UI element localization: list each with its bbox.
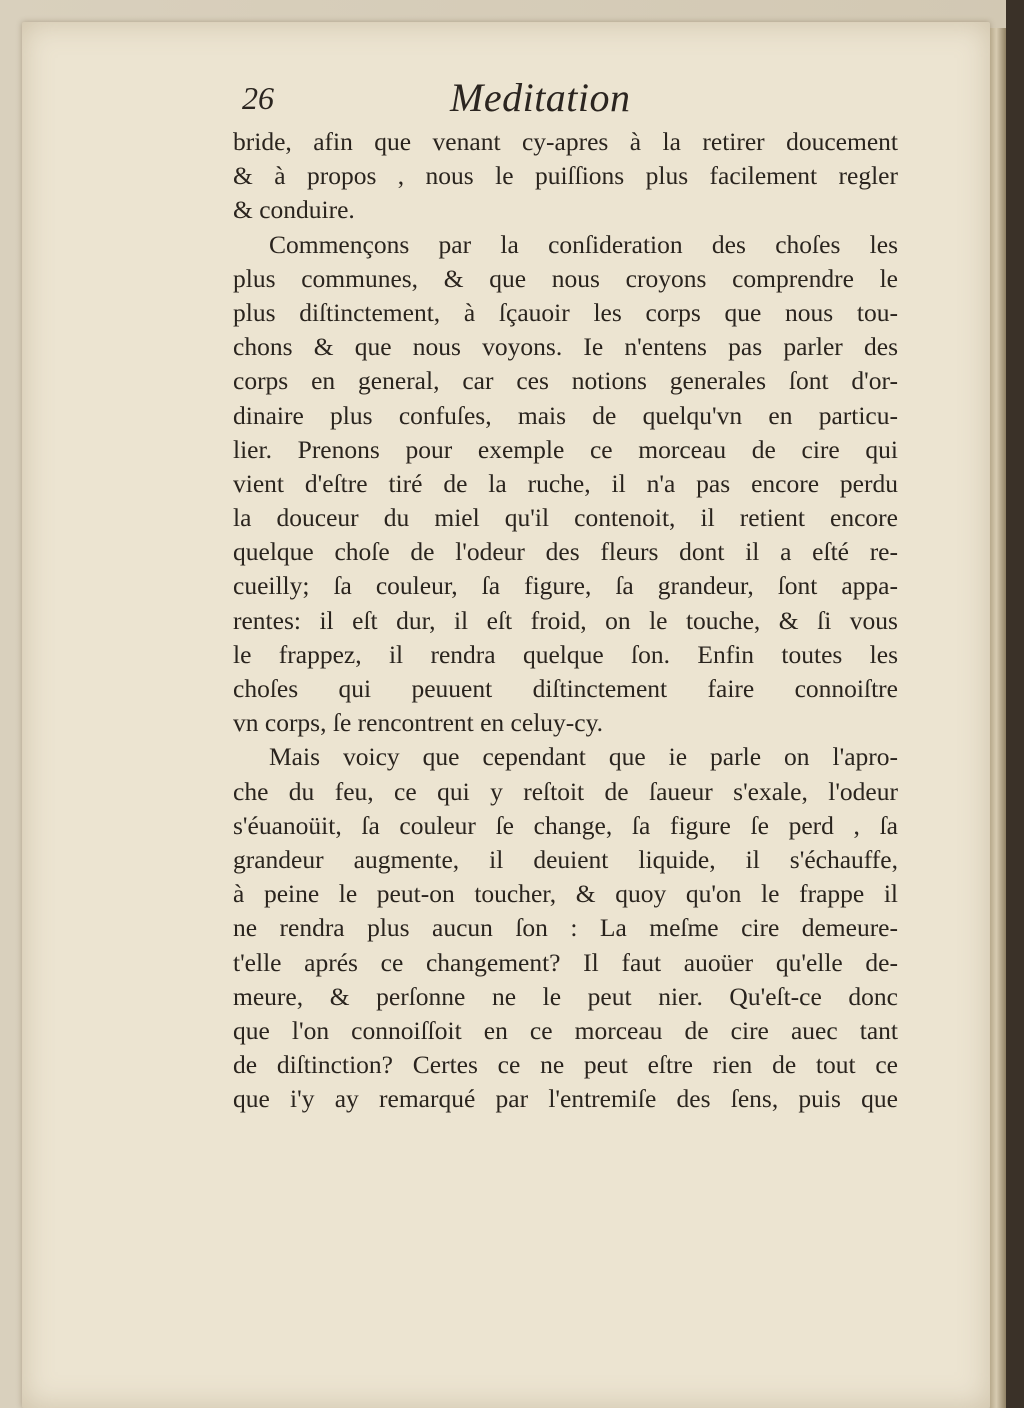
text-line: cueilly; ſa couleur, ſa figure, ſa grandeur, ſont appa- (233, 571, 898, 601)
text-line: quelque choſe de l'odeur des fleurs dont il a eſté re- (233, 537, 898, 567)
page-header (238, 72, 898, 122)
text-line: ne rendra plus aucun ſon : La meſme cire demeure- (233, 913, 898, 943)
text-line: lier. Prenons pour exemple ce morceau de cire qui (233, 434, 898, 464)
text-line: choſes qui peuuent diſtinctement faire connoiſtre (233, 674, 898, 703)
binding-shadow (1006, 0, 1024, 1408)
text-line: Mais voicy que cependant que ie parle on l'apro- (269, 742, 898, 772)
text-line: che du feu, ce qui y reſtoit de ſaueur s'exale, l'odeur (233, 776, 898, 806)
text-line: & à propos , nous le puiſſions plus facilement regler (233, 161, 898, 191)
page-edge (990, 28, 1006, 1408)
text-line: vn corps, ſe rencontrent en celuy-cy. (233, 708, 604, 738)
text-line: que i'y ay remarqué par l'entremiſe des ſens, puis que (233, 1084, 898, 1114)
text-line: & conduire. (233, 195, 355, 225)
text-line: le frappez, il rendra quelque ſon. Enfin toutes les (233, 639, 898, 669)
text-line: t'elle aprés ce changement? Il faut auoüer qu'elle de- (233, 947, 898, 977)
text-line: dinaire plus confuſes, mais de quelqu'vn en particu- (233, 400, 898, 430)
text-line: chons & que nous voyons. Ie n'entens pas parler des (233, 332, 898, 362)
body-text (233, 125, 898, 1116)
text-line: que l'on connoiſſoit en ce morceau de cire auec tant (233, 1015, 898, 1045)
page-number: 26 (242, 80, 274, 116)
text-line: meure, & perſonne ne le peut nier. Qu'eſt-ce donc (233, 981, 898, 1011)
text-line: corps en general, car ces notions generales ſont d'or- (233, 366, 898, 396)
text-line: rentes: il eſt dur, il eſt froid, on le touche, & ſi vous (233, 605, 898, 635)
text-line: vient d'eſtre tiré de la ruche, il n'a pas encore perdu (233, 468, 898, 498)
running-title: Meditation (450, 75, 631, 120)
text-line: la douceur du miel qu'il contenoit, il retient encore (233, 503, 898, 533)
text-line: plus diſtinctement, à ſçauoir les corps que nous tou- (233, 297, 898, 327)
text-line: bride, afin que venant cy-apres à la retirer doucement (233, 127, 898, 156)
text-line: plus communes, & que nous croyons comprendre le (233, 263, 898, 293)
text-line: grandeur augmente, il deuient liquide, il s'échauffe, (233, 844, 898, 874)
text-line: s'éuanoüit, ſa couleur ſe change, ſa figure ſe perd , ſa (233, 810, 898, 840)
text-line: de diſtinction? Certes ce ne peut eſtre rien de tout ce (233, 1050, 898, 1080)
text-line: Commençons par la conſideration des choſes les (269, 229, 898, 259)
text-line: à peine le peut-on toucher, & quoy qu'on le frappe il (233, 879, 898, 909)
